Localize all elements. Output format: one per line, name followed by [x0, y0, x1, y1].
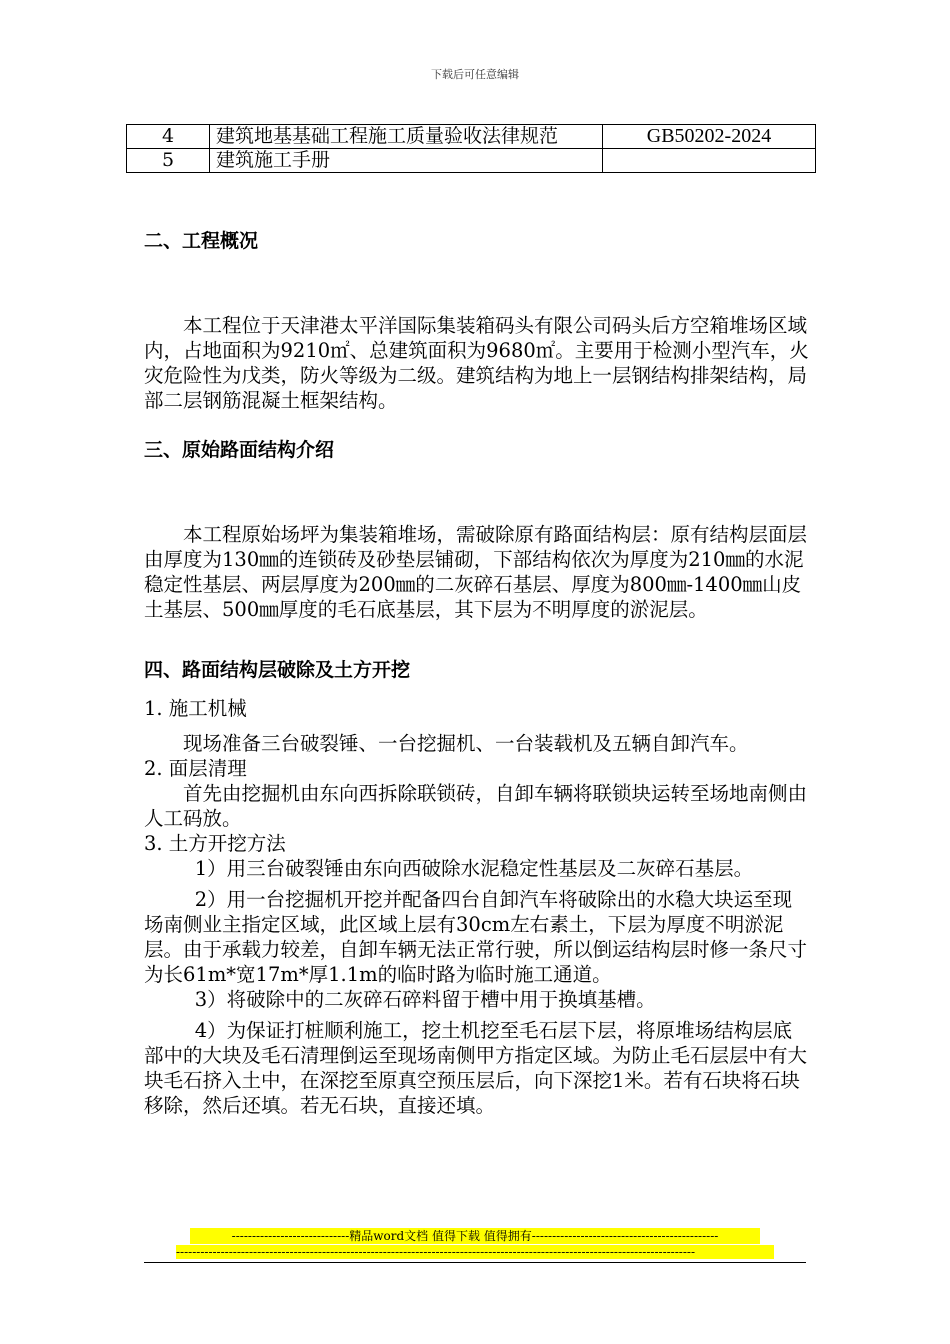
standard-code [603, 149, 816, 173]
standard-code: GB50202-2024 [603, 125, 816, 149]
list-item: 3）将破除中的二灰碎石碎料留于槽中用于换填基槽。 [194, 988, 656, 1011]
row-number: 4 [127, 125, 210, 149]
list-item: 2）用一台挖掘机开挖并配备四台自卸汽车将破除出的水稳大块运至现场南侧业主指定区域，此区域上层有30cm左右素土，下层为厚度不明淤泥层。由于承载力较差，自卸车辆无法正常行驶，所以倒运结构层时修一条尺寸为长61m*宽17m*厚1.1m的临时路为临时施工通道。 [144, 888, 808, 986]
footer-dashes: -------------------------------------------------------------------------------------------------------------------------------- [176, 1245, 774, 1259]
section-2-heading: 二、工程概况 [144, 230, 259, 252]
list-item: 4）为保证打桩顺利施工，挖土机挖至毛石层下层，将原堆场结构层底部中的大块及毛石清理倒运至现场南侧甲方指定区域。为防止毛石层层中有大块毛石挤入土中，在深挖至原真空预压层后，向下深挖1米。若有石块将石块移除，然后还填。若无石块，直接还填。 [144, 1019, 808, 1117]
list-item: 1）用三台破裂锤由东向西破除水泥稳定性基层及二灰碎石基层。 [194, 857, 754, 880]
standard-name: 建筑地基基础工程施工质量验收法律规范 [210, 125, 603, 149]
paragraph: 本工程原始场坪为集装箱堆场，需破除原有路面结构层：原有结构层面层由厚度为130㎜的连锁砖及砂垫层铺砌，下部结构依次为厚度为210㎜的水泥稳定性基层、两层厚度为200㎜的二灰碎石基层、厚度为800㎜-1400㎜山皮土基层、500㎜厚度的毛石底基层，其下层为不明厚度的淤泥层。 [144, 523, 808, 621]
section-2-paragraph [144, 313, 809, 413]
paragraph: 现场准备三台破裂锤、一台挖掘机、一台装载机及五辆自卸汽车。 [183, 732, 749, 755]
subsection-title: 2. 面层清理 [144, 757, 247, 780]
subsection-title: 1. 施工机械 [144, 697, 247, 720]
reference-table [126, 124, 816, 173]
paragraph: 首先由挖掘机由东向西拆除联锁砖，自卸车辆将联锁块运转至场地南侧由人工码放。 [144, 782, 808, 830]
standard-name: 建筑施工手册 [210, 149, 603, 173]
header-note: 下载后可任意编辑 [431, 68, 519, 81]
subsection-title: 3. 土方开挖方法 [144, 832, 286, 855]
paragraph: 本工程位于天津港太平洋国际集装箱码头有限公司码头后方空箱堆场区域内，占地面积为9210㎡、总建筑面积为9680㎡。主要用于检测小型汽车，火灾危险性为戊类，防火等级为二级。建筑结构为地上一层钢结构排架结构，局部二层钢筋混凝土框架结构。 [144, 314, 809, 412]
section-3-paragraph [144, 522, 809, 622]
table-row [127, 149, 816, 173]
footer-rule [144, 1262, 806, 1263]
section-3-heading: 三、原始路面结构介绍 [144, 439, 335, 461]
section-4-heading: 四、路面结构层破除及土方开挖 [144, 659, 411, 681]
section-4-body [144, 696, 809, 1118]
row-number: 5 [127, 149, 210, 173]
footer-banner: -----------------------------精品word文档 值得下载 值得拥有---------------------------------------------- [190, 1228, 760, 1244]
table-row [127, 125, 816, 149]
